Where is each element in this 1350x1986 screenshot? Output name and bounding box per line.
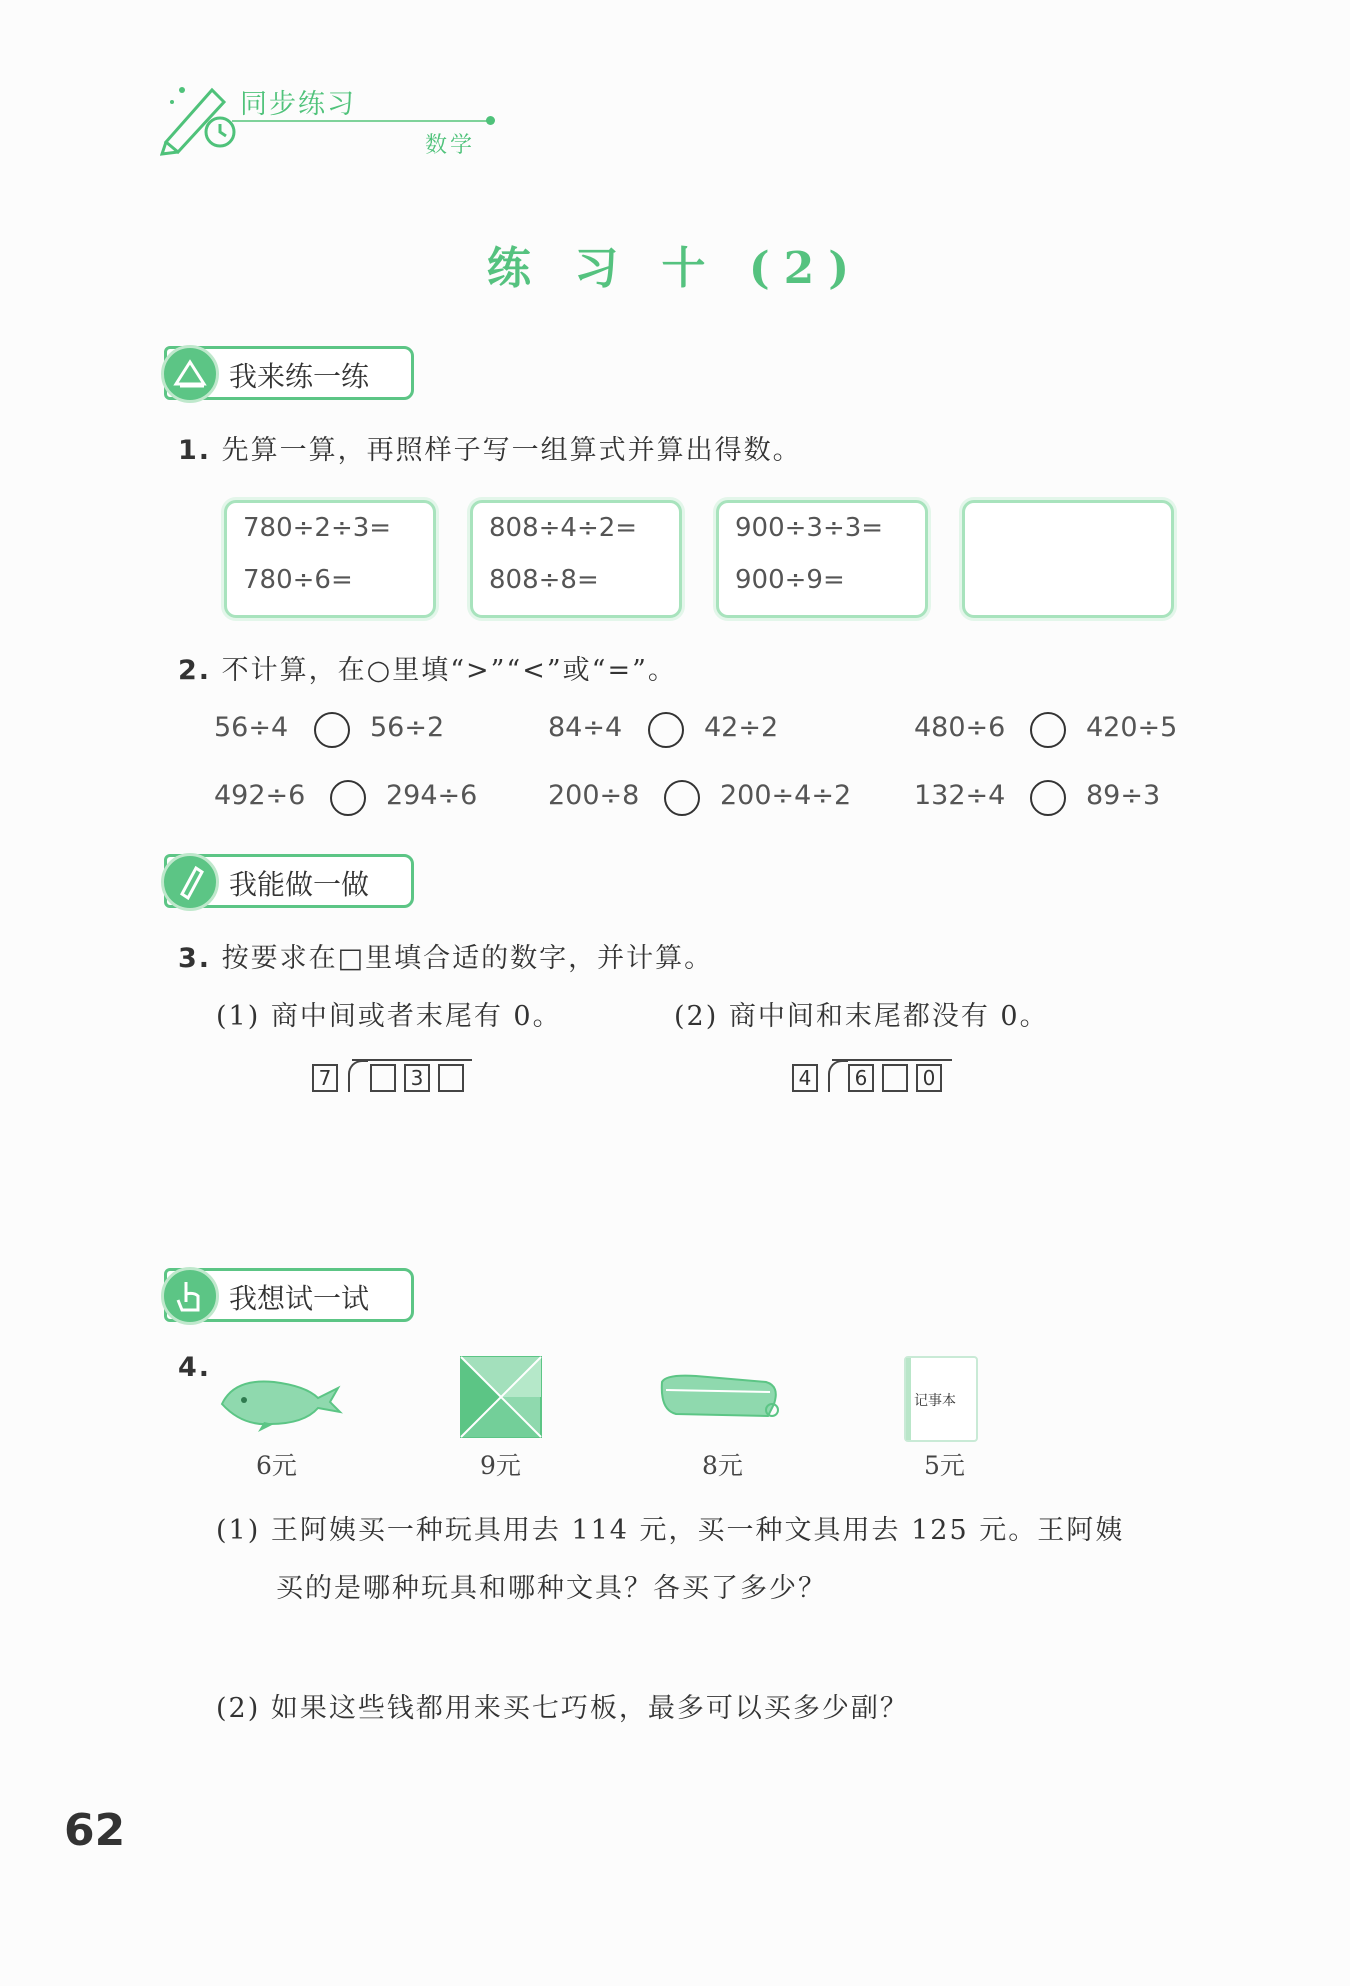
pencil-clock-icon — [160, 76, 240, 156]
question-3-text: 按要求在□里填合适的数字，并计算。 — [221, 943, 714, 974]
compare-right: 294÷6 — [386, 780, 478, 811]
dividend-box[interactable]: 3 — [404, 1064, 430, 1092]
section-do-label: 我能做一做 — [229, 868, 370, 901]
pencil-icon — [161, 853, 219, 911]
question-4-number: 4. — [178, 1352, 212, 1383]
calc-box-3 — [716, 500, 928, 618]
dividend-box[interactable] — [370, 1064, 396, 1092]
compare-right: 200÷4÷2 — [720, 780, 852, 811]
section-practice — [164, 346, 414, 400]
question-2 — [178, 648, 677, 687]
section-practice-label: 我来练一练 — [229, 360, 370, 393]
division-bracket — [828, 1060, 848, 1092]
calc-box-3-line2: 900÷9= — [735, 565, 845, 595]
question-3-number: 3. — [178, 943, 212, 974]
tangram-icon — [460, 1356, 542, 1438]
question-2-text: 不计算，在○里填“>”“<”或“=”。 — [221, 655, 677, 686]
compare-right: 420÷5 — [1086, 712, 1178, 743]
compare-circle[interactable] — [1030, 712, 1066, 748]
compare-circle[interactable] — [648, 712, 684, 748]
question-1 — [178, 428, 802, 467]
question-4-part1-line2: 买的是哪种玩具和哪种文具？各买了多少？ — [276, 1573, 827, 1604]
question-4-part1-line1: (1) 王阿姨买一种玩具用去 114 元，买一种文具用去 125 元。王阿姨 — [216, 1515, 1125, 1546]
calc-box-1-line1: 780÷2÷3= — [243, 513, 392, 543]
compare-left: 200÷8 — [548, 780, 640, 811]
compare-right: 89÷3 — [1086, 780, 1161, 811]
compare-left: 132÷4 — [914, 780, 1006, 811]
divisor-box: 4 — [792, 1064, 818, 1092]
price-whale: 6元 — [256, 1451, 297, 1480]
compare-left: 492÷6 — [214, 780, 306, 811]
calc-box-2-line1: 808÷4÷2= — [489, 513, 638, 543]
section-try — [164, 1268, 414, 1322]
dividend-box[interactable]: 0 — [916, 1064, 942, 1092]
section-try-label: 我想试一试 — [229, 1282, 370, 1315]
calc-box-3-line1: 900÷3÷3= — [735, 513, 884, 543]
division-bracket — [348, 1060, 368, 1092]
compare-left: 480÷6 — [914, 712, 1006, 743]
header-dot — [486, 116, 495, 125]
dividend-box[interactable] — [438, 1064, 464, 1092]
division-bar — [352, 1059, 472, 1061]
notebook-label: 记事本 — [914, 1393, 956, 1409]
calc-box-blank[interactable] — [962, 500, 1174, 618]
compare-circle[interactable] — [1030, 780, 1066, 816]
compare-circle[interactable] — [664, 780, 700, 816]
calc-box-1 — [224, 500, 436, 618]
notebook-icon — [904, 1356, 978, 1442]
calc-box-2 — [470, 500, 682, 618]
header-title: 同步练习 — [240, 89, 356, 120]
price-notebook: 5元 — [924, 1451, 965, 1480]
question-4 — [178, 1352, 211, 1383]
question-3 — [178, 936, 713, 975]
compare-circle[interactable] — [314, 712, 350, 748]
ruler-triangle-icon — [161, 345, 219, 403]
dividend-box[interactable] — [882, 1064, 908, 1092]
question-3-part1: (1) 商中间或者末尾有 0。 — [216, 1001, 562, 1032]
page-number: 62 — [64, 1805, 126, 1856]
compare-right: 56÷2 — [370, 712, 445, 743]
pencil-case-icon — [656, 1370, 788, 1428]
question-1-text: 先算一算，再照样子写一组算式并算出得数。 — [221, 435, 802, 466]
question-2-number: 2. — [178, 655, 212, 686]
question-3-part2: (2) 商中间和末尾都没有 0。 — [674, 1001, 1049, 1032]
divisor-box: 7 — [312, 1064, 338, 1092]
pointing-hand-icon — [161, 1267, 219, 1325]
calc-box-1-line2: 780÷6= — [243, 565, 353, 595]
dividend-box[interactable]: 6 — [848, 1064, 874, 1092]
header-subject: 数学 — [425, 133, 476, 158]
whale-toy-icon — [214, 1368, 344, 1434]
compare-left: 56÷4 — [214, 712, 289, 743]
calc-box-2-line2: 808÷8= — [489, 565, 599, 595]
question-1-number: 1. — [178, 435, 212, 466]
page-title: 练 习 十 (2) — [486, 243, 864, 294]
compare-right: 42÷2 — [704, 712, 779, 743]
question-4-part2: (2) 如果这些钱都用来买七巧板，最多可以买多少副？ — [216, 1693, 909, 1724]
compare-left: 84÷4 — [548, 712, 623, 743]
price-pencil-case: 8元 — [702, 1451, 743, 1480]
compare-circle[interactable] — [330, 780, 366, 816]
section-do — [164, 854, 414, 908]
price-tangram: 9元 — [480, 1451, 521, 1480]
header-divider — [232, 120, 490, 122]
division-bar — [832, 1059, 952, 1061]
